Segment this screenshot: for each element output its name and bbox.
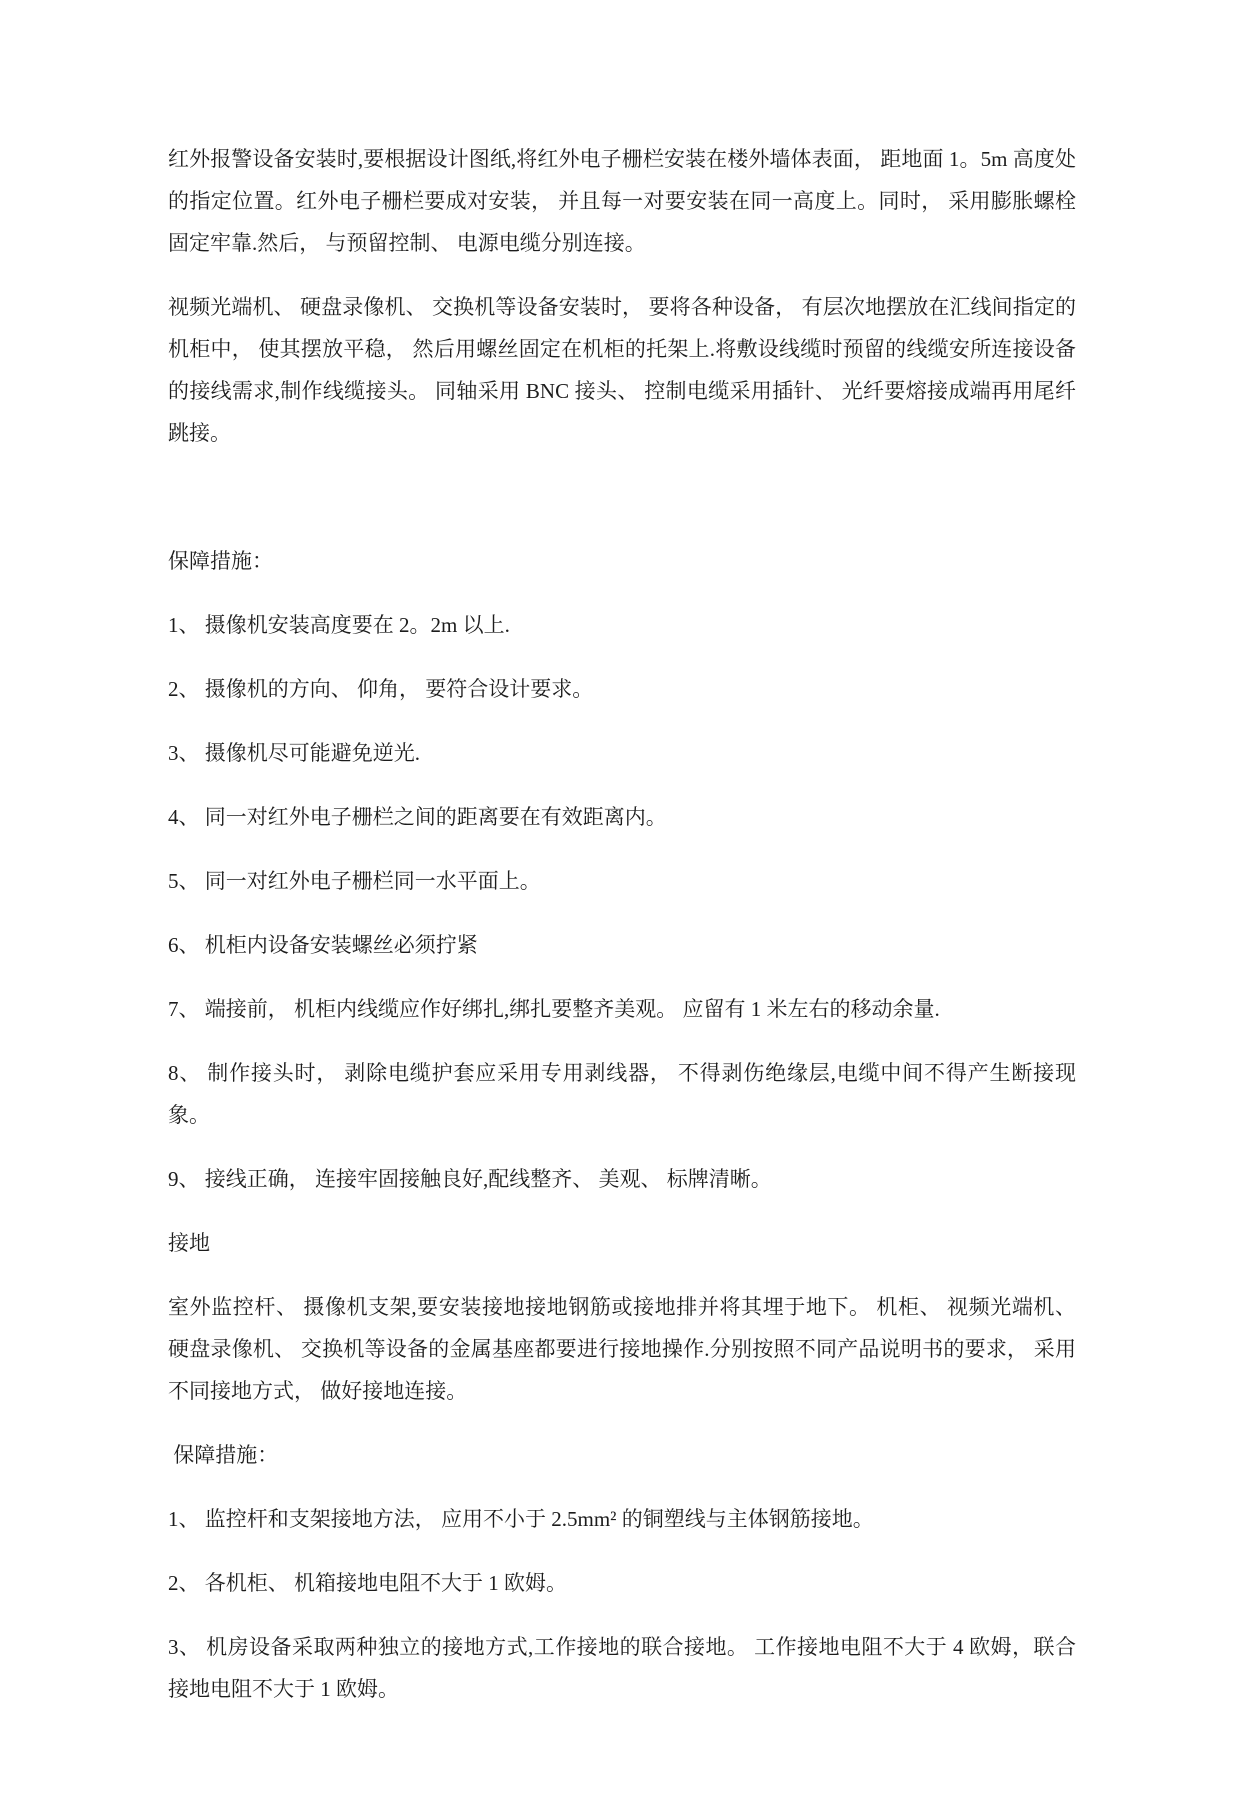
list-item-9-wiring-quality: 9、 接线正确， 连接牢固接触良好,配线整齐、 美观、 标牌清晰。 xyxy=(168,1167,772,1191)
paragraph-equipment-cabinet-install: 视频光端机、 硬盘录像机、 交换机等设备安装时， 要将各种设备， 有层次地摆放在汇线间指定的机柜中， 使其摆放平稳， 然后用螺丝固定在机柜的托架上.将敷设线缆时预留的线缆安所连接设备的接线需求,制作线缆接头。 同轴采用 BNC 接头、 控制电缆采用插针、 光纤要熔接成端再用尾纤跳接。 xyxy=(168,295,1076,445)
list-item-1-pole-grounding: 1、 监控杆和支架接地方法， 应用不小于 2.5mm² 的铜塑线与主体钢筋接地。 xyxy=(168,1507,874,1531)
empty-line xyxy=(168,476,1076,518)
list-item-4-fence-distance: 4、 同一对红外电子栅栏之间的距离要在有效距离内。 xyxy=(168,805,667,829)
paragraph-grounding-description: 室外监控杆、 摄像机支架,要安装接地接地钢筋或接地排并将其埋于地下。 机柜、 视频光端机、 硬盘录像机、 交换机等设备的金属基座都要进行接地操作.分别按照不同产品说明书的要求， 采用不同接地方式， 做好接地连接。 xyxy=(168,1295,1082,1403)
section-heading-safeguards-1: 保障措施： xyxy=(168,549,273,573)
list-item-1-camera-height: 1、 摄像机安装高度要在 2。2m 以上. xyxy=(168,613,510,637)
list-item-3-room-grounding: 3、 机房设备采取两种独立的接地方式,工作接地的联合接地。 工作接地电阻不大于 4 欧姆，联合接地电阻不大于 1 欧姆。 xyxy=(168,1635,1076,1701)
list-item-3-camera-backlight: 3、 摄像机尽可能避免逆光. xyxy=(168,741,420,765)
paragraph-infrared-alarm-install: 红外报警设备安装时,要根据设计图纸,将红外电子栅栏安装在楼外墙体表面， 距地面 1。5m 高度处的指定位置。红外电子栅栏要成对安装， 并且每一对要安装在同一高度上。同时， 采用膨胀螺栓固定牢靠.然后， 与预留控制、 电源电缆分别连接。 xyxy=(168,147,1076,255)
list-item-2-cabinet-resistance: 2、 各机柜、 机箱接地电阻不大于 1 欧姆。 xyxy=(168,1571,567,1595)
section-heading-safeguards-2: 保障措施： xyxy=(168,1443,279,1467)
list-item-2-camera-angle: 2、 摄像机的方向、 仰角， 要符合设计要求。 xyxy=(168,677,594,701)
list-item-6-cabinet-screws: 6、 机柜内设备安装螺丝必须拧紧 xyxy=(168,933,478,957)
list-item-7-cable-binding: 7、 端接前， 机柜内线缆应作好绑扎,绑扎要整齐美观。 应留有 1 米左右的移动余量. xyxy=(168,997,940,1021)
section-heading-grounding: 接地 xyxy=(168,1231,210,1255)
list-item-5-fence-level: 5、 同一对红外电子栅栏同一水平面上。 xyxy=(168,869,541,893)
list-item-8-cable-stripping: 8、 制作接头时， 剥除电缆护套应采用专用剥线器， 不得剥伤绝缘层,电缆中间不得产生断接现象。 xyxy=(168,1061,1076,1127)
